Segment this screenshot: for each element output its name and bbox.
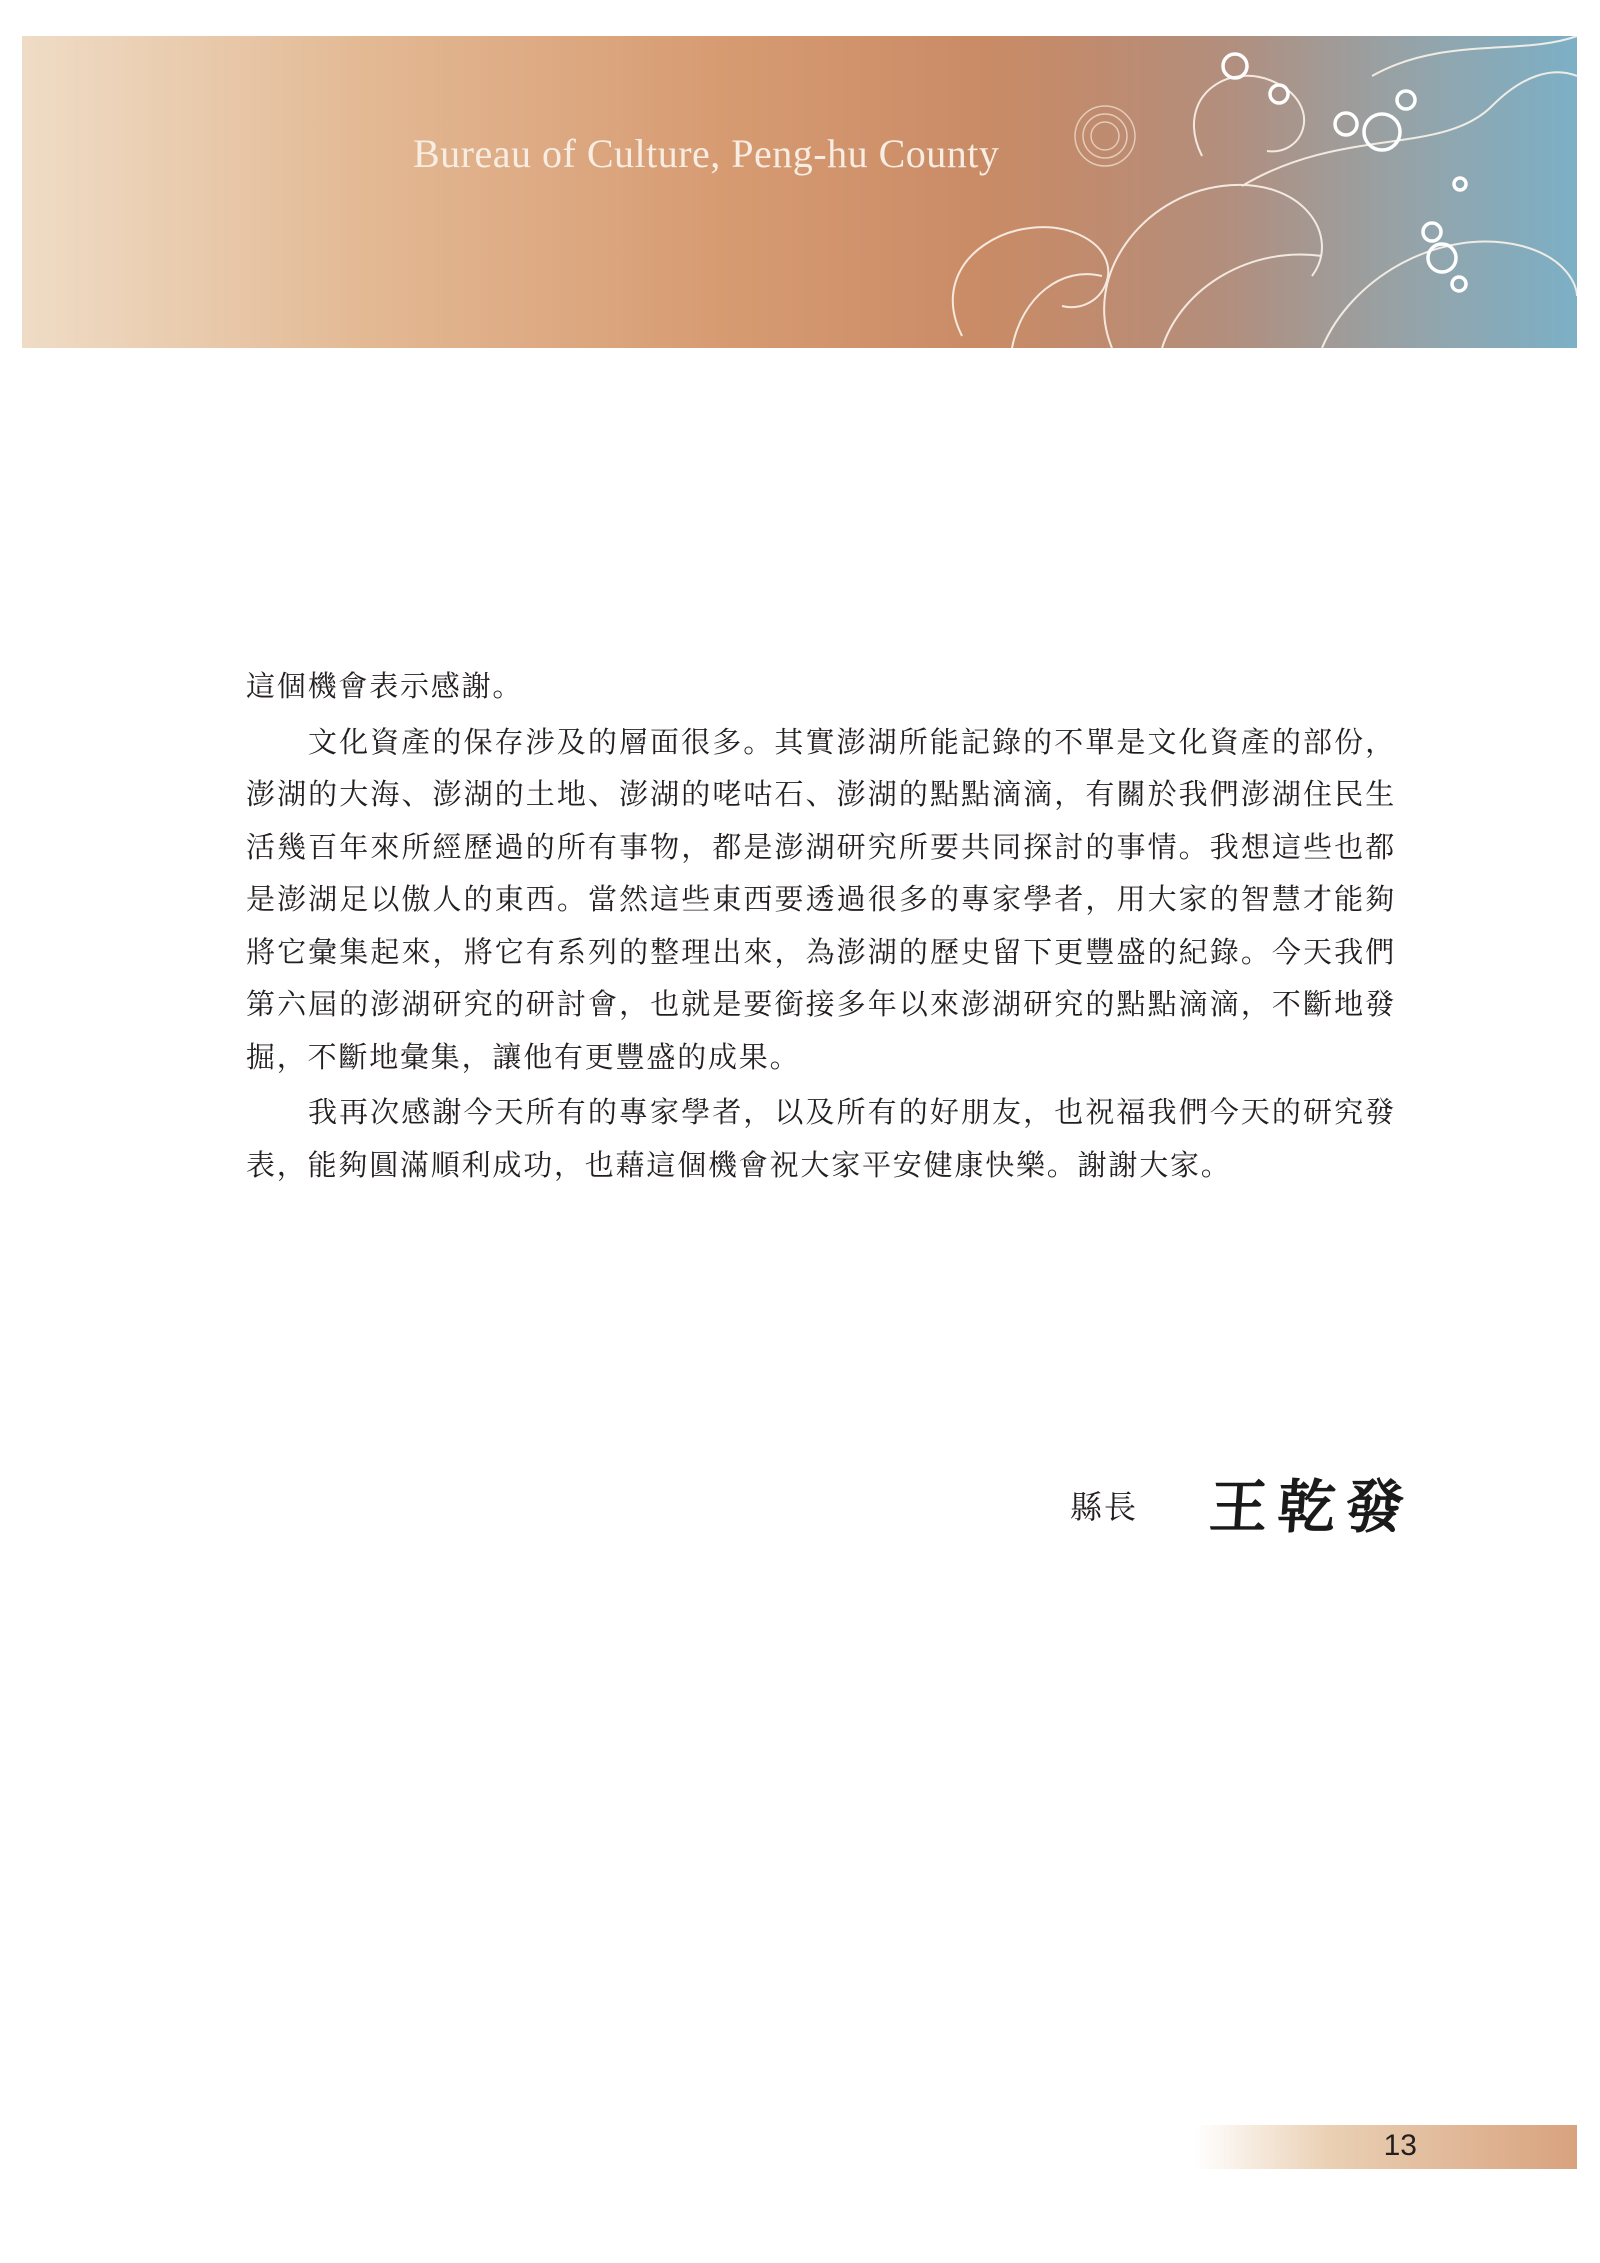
decorative-swirl-graphic bbox=[22, 36, 1577, 348]
signature-name: 王乾發 bbox=[1207, 1473, 1417, 1541]
header-title: Bureau of Culture, Peng-hu County bbox=[413, 131, 1000, 176]
header-banner bbox=[22, 36, 1577, 348]
paragraph: 我再次感謝今天所有的專家學者，以及所有的好朋友，也祝福我們今天的研究發表，能夠圓滿順利成功，也藉這個機會祝大家平安健康快樂。謝謝大家。 bbox=[246, 1095, 1396, 1182]
body-text bbox=[246, 660, 1396, 1194]
page-number: 13 bbox=[1383, 2129, 1417, 2162]
signature-block bbox=[1070, 1460, 1417, 1541]
paragraph: 文化資產的保存涉及的層面很多。其實澎湖所能記錄的不單是文化資產的部份，澎湖的大海、澎湖的土地、澎湖的咾咕石、澎湖的點點滴滴，有關於我們澎湖住民生活幾百年來所經歷過的所有事物，都是澎湖研究所要共同探討的事情。我想這些也都是澎湖足以傲人的東西。當然這些東西要透過很多的專家學者，用大家的智慧才能夠將它彙集起來，將它有系列的整理出來，為澎湖的歷史留下更豐盛的紀錄。今天我們第六屆的澎湖研究的研討會，也就是要銜接多年以來澎湖研究的點點滴滴，不斷地發掘，不斷地彙集，讓他有更豐盛的成果。 bbox=[246, 724, 1396, 1074]
paragraph-continuation: 這個機會表示感謝。 bbox=[246, 669, 524, 703]
page-number-bar bbox=[1195, 2125, 1577, 2169]
signature-title: 縣長 bbox=[1070, 1488, 1139, 1526]
